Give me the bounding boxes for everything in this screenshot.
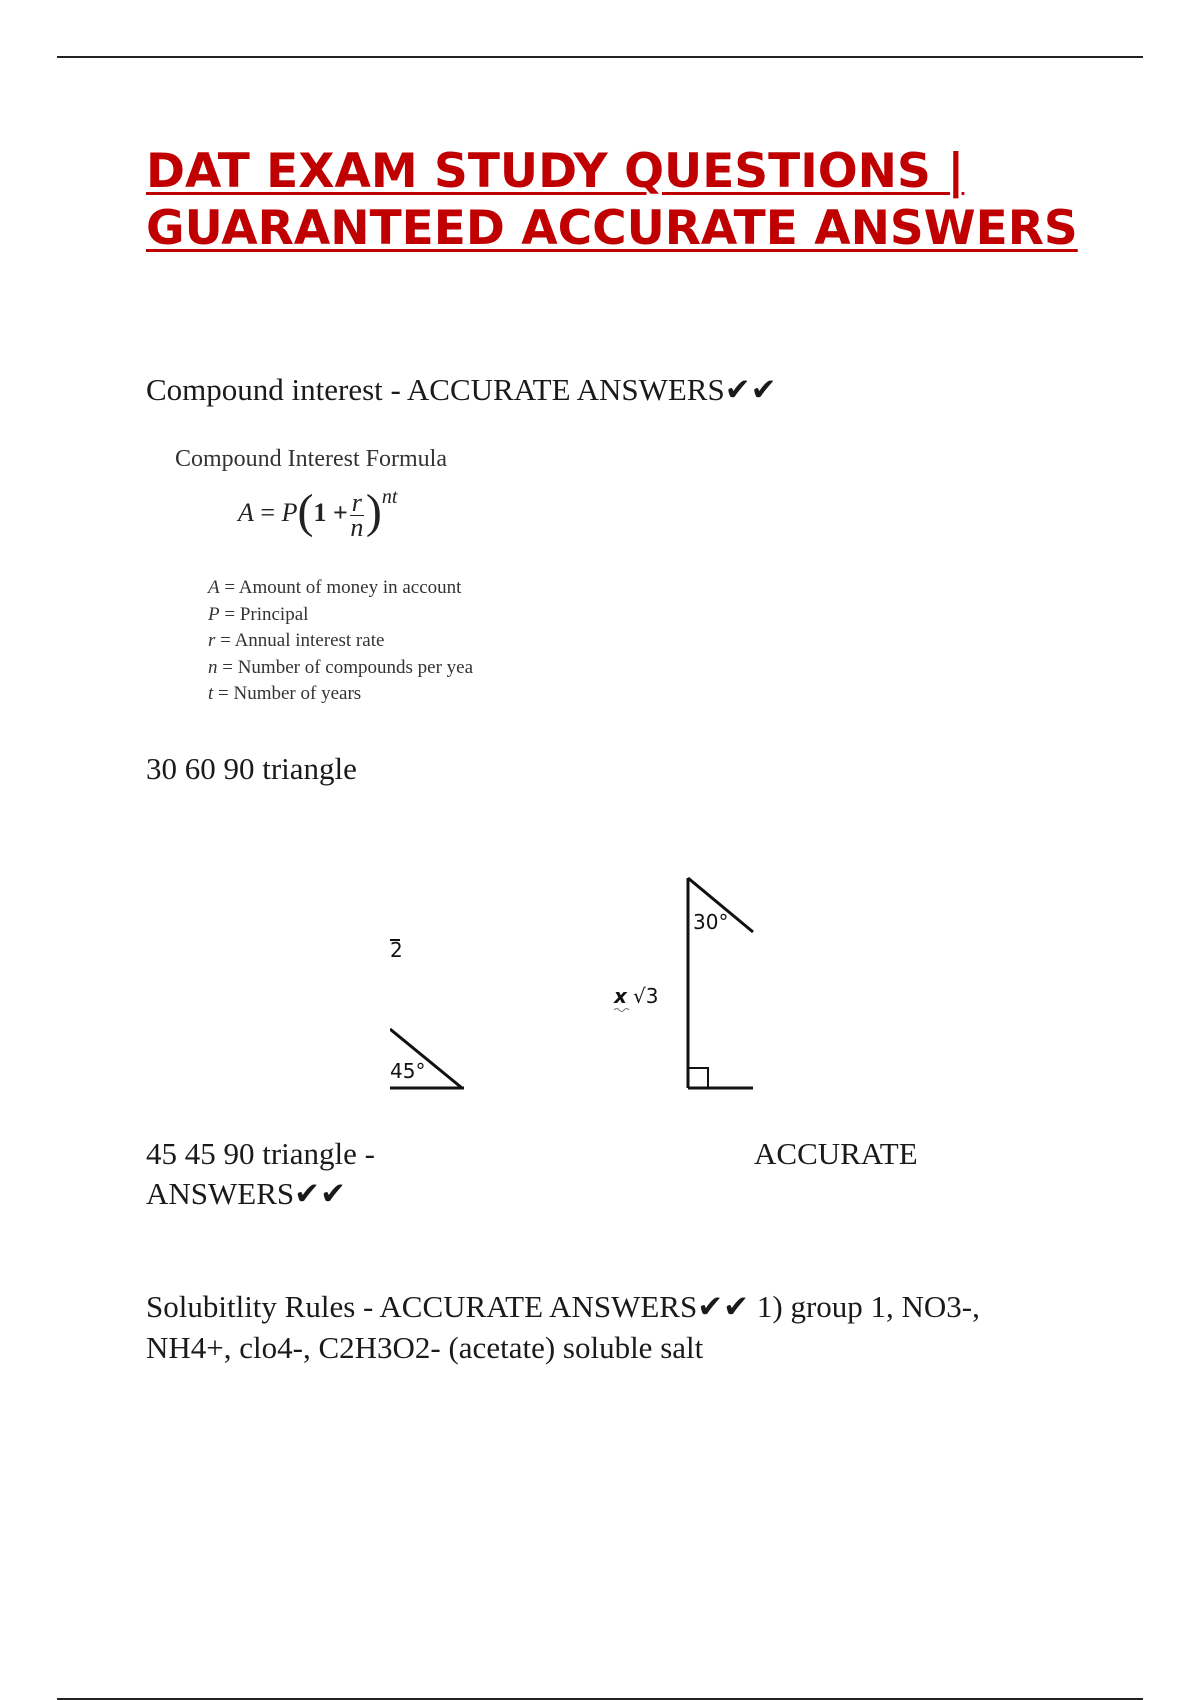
- formula-lhs: A: [238, 498, 254, 527]
- triangle-side-root: √3: [633, 984, 659, 1008]
- formula-exponent: nt: [381, 486, 398, 509]
- formula-fraction: [350, 487, 364, 542]
- formula-variable: n = Number of compounds per yea: [208, 656, 474, 678]
- triangle-side-label-fragment: 2: [390, 938, 403, 962]
- triangle-angle-label-30: 30°: [693, 910, 729, 934]
- formula-variable: r = Annual interest rate: [208, 630, 385, 651]
- top-rule: [57, 56, 1143, 58]
- triangle-angle-label-45: 45°: [390, 1059, 426, 1083]
- compound-interest-item: Compound interest - ACCURATE ANSWERS✔✔: [146, 372, 777, 407]
- formula-denominator: n: [350, 512, 364, 542]
- triangle-45-45-90-line1: 45 45 90 triangle -: [146, 1136, 376, 1171]
- formula-one-plus: 1 +: [313, 498, 348, 527]
- formula-variable: t = Number of years: [208, 683, 362, 704]
- triangle-45-45-90-image: [390, 930, 480, 1090]
- compound-interest-formula-image: [158, 436, 558, 716]
- formula-equals: =: [253, 498, 282, 527]
- solubility-rules-line2: NH4+, clo4-, C2H3O2- (acetate) soluble salt: [146, 1330, 704, 1365]
- right-angle-marker: [688, 1068, 708, 1088]
- formula-variable: P = Principal: [208, 603, 309, 625]
- triangle-30-60-90-item: 30 60 90 triangle: [146, 751, 357, 786]
- formula-heading: Compound Interest Formula: [175, 446, 447, 472]
- formula-principal: P: [281, 498, 298, 527]
- triangle-45-45-90-line2: ANSWERS✔✔: [146, 1176, 347, 1211]
- formula-variable-list: [208, 575, 473, 708]
- formula-numerator: r: [351, 487, 362, 517]
- page-title: DAT EXAM STUDY QUESTIONS | GUARANTEED ACCURATE ANSWERS: [146, 144, 1078, 256]
- formula-variable: A = Amount of money in account: [208, 577, 462, 598]
- triangle-45-45-90-accurate: ACCURATE: [754, 1136, 918, 1171]
- triangle-30-60-90-image: [605, 870, 765, 1095]
- triangle-side-variable: x: [614, 984, 627, 1008]
- solubility-rules-line1: Solubitlity Rules - ACCURATE ANSWERS✔✔ 1) group 1, NO3-,: [146, 1289, 980, 1324]
- formula-equation: A = P(1 + $\frac{r}{n}$ )$^{nt}$: [238, 485, 398, 542]
